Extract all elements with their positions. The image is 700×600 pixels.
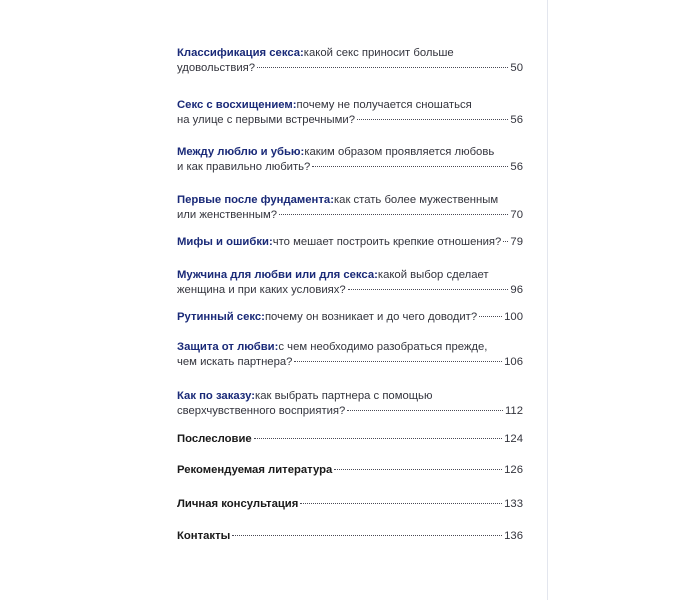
- toc-description: что мешает построить крепкие отношения?: [272, 236, 502, 248]
- toc-heading: Классификация секса:: [177, 47, 304, 59]
- toc-entry[interactable]: [177, 193, 523, 223]
- toc-entry[interactable]: [177, 389, 523, 419]
- toc-page-number: 112: [504, 405, 523, 417]
- toc-description: какой секс приносит больше: [303, 47, 454, 59]
- toc-page-number: 50: [510, 62, 523, 74]
- toc-entry-line: [177, 283, 523, 298]
- toc-entry-line: [177, 46, 523, 61]
- toc-page-number: 124: [504, 433, 523, 445]
- toc-entry[interactable]: [177, 46, 523, 76]
- toc-entry[interactable]: [177, 497, 523, 512]
- toc-heading: Мифы и ошибки:: [177, 236, 273, 248]
- dot-leader: [300, 503, 502, 504]
- dot-leader: [254, 438, 502, 439]
- toc-entry-line: [177, 340, 523, 355]
- toc-entry-line: [177, 268, 523, 283]
- toc-description: какой выбор сделает: [377, 269, 489, 281]
- dot-leader: [334, 469, 502, 470]
- toc-page-number: 100: [504, 311, 523, 323]
- toc-entry-line: [177, 193, 523, 208]
- toc-entry-line: [177, 113, 523, 128]
- toc-heading: Между люблю и убью:: [177, 146, 305, 158]
- toc-entry-line: [177, 160, 523, 175]
- toc-description: удовольствия?: [177, 62, 256, 74]
- toc-entry-line: [177, 235, 523, 250]
- toc-entry[interactable]: [177, 340, 523, 370]
- toc-entry-line: [177, 529, 523, 544]
- toc-entry[interactable]: [177, 463, 523, 478]
- dot-leader: [257, 67, 508, 68]
- toc-entry[interactable]: [177, 98, 523, 128]
- toc-page-number: 70: [510, 209, 523, 221]
- dot-leader: [347, 410, 503, 411]
- toc-description: женщина и при каких условиях?: [177, 284, 346, 296]
- toc-description: сверхчувственного восприятия?: [177, 405, 346, 417]
- toc-entry[interactable]: [177, 310, 523, 325]
- toc-page-number: 56: [510, 114, 523, 126]
- dot-leader: [294, 361, 502, 362]
- dot-leader: [479, 316, 502, 317]
- toc-entry-line: [177, 432, 523, 447]
- toc-description: на улице с первыми встречными?: [177, 114, 356, 126]
- toc-entry-line: [177, 404, 523, 419]
- toc-entry-line: [177, 463, 523, 478]
- toc-page-number: 106: [504, 356, 523, 368]
- toc-entry-line: [177, 389, 523, 404]
- toc-heading: Защита от любви:: [177, 341, 279, 353]
- toc-entry[interactable]: [177, 235, 523, 250]
- dot-leader: [357, 119, 508, 120]
- toc-description: каким образом проявляется любовь: [304, 146, 495, 158]
- dot-leader: [312, 166, 508, 167]
- dot-leader: [279, 214, 508, 215]
- toc-description: почему он возникает и до чего доводит?: [264, 311, 478, 323]
- toc-heading: Рутинный секс:: [177, 311, 265, 323]
- toc-entry-line: [177, 98, 523, 113]
- toc-entry[interactable]: [177, 432, 523, 447]
- toc-page-number: 79: [510, 236, 523, 248]
- toc-heading: Первые после фундамента:: [177, 194, 334, 206]
- toc-description: и как правильно любить?: [177, 161, 311, 173]
- toc-entry-line: [177, 355, 523, 370]
- toc-heading: Секс с восхищением:: [177, 99, 297, 111]
- toc-page-number: 136: [504, 530, 523, 542]
- toc-description: или женственным?: [177, 209, 278, 221]
- toc-description: почему не получается сношаться: [296, 99, 472, 111]
- toc-entry[interactable]: [177, 529, 523, 544]
- toc-page-number: 56: [510, 161, 523, 173]
- toc-heading: Послесловие: [177, 433, 252, 445]
- toc-entry-line: [177, 497, 523, 512]
- dot-leader: [232, 535, 502, 536]
- toc-page-number: 126: [504, 464, 523, 476]
- toc-entry[interactable]: [177, 268, 523, 298]
- toc-heading: Мужчина для любви или для секса:: [177, 269, 378, 281]
- toc-page-number: 133: [504, 498, 523, 510]
- toc-description: чем искать партнера?: [177, 356, 293, 368]
- toc-entry-line: [177, 61, 523, 76]
- toc-entry[interactable]: [177, 145, 523, 175]
- toc-description: как стать более мужественным: [333, 194, 499, 206]
- toc-description: с чем необходимо разобраться прежде,: [278, 341, 488, 353]
- toc-heading: Личная консультация: [177, 498, 299, 510]
- dot-leader: [348, 289, 509, 290]
- toc-entry-line: [177, 145, 523, 160]
- toc-heading: Контакты: [177, 530, 231, 542]
- page-edge-line: [547, 0, 548, 600]
- toc-description: как выбрать партнера с помощью: [255, 390, 433, 402]
- dot-leader: [503, 241, 508, 242]
- toc-heading: Рекомендуемая литература: [177, 464, 333, 476]
- toc-heading: Как по заказу:: [177, 390, 256, 402]
- toc-entry-line: [177, 310, 523, 325]
- toc-entry-line: [177, 208, 523, 223]
- toc-page-number: 96: [510, 284, 523, 296]
